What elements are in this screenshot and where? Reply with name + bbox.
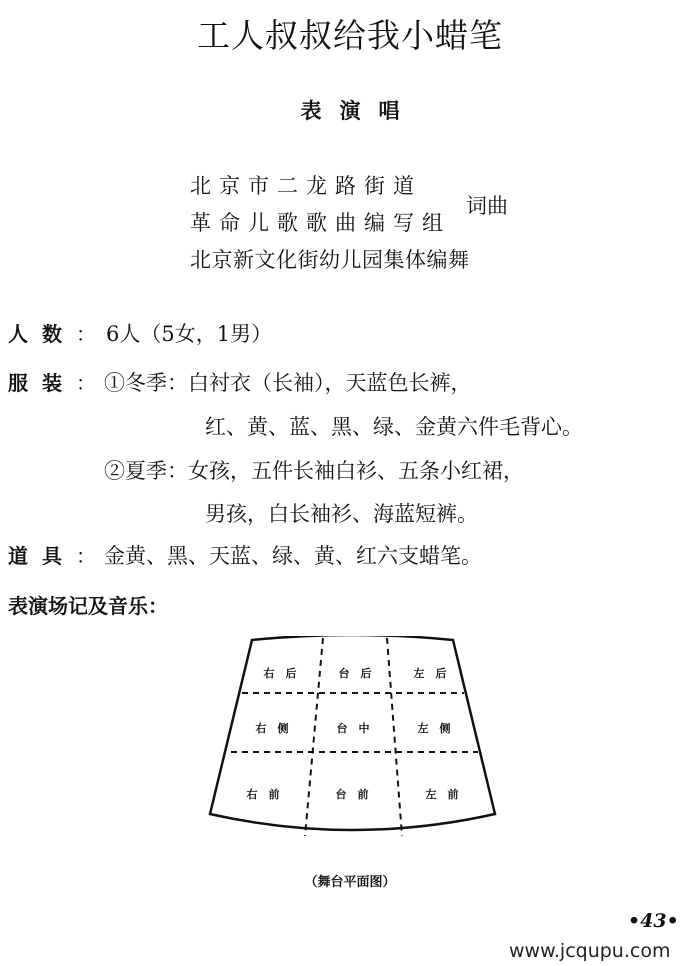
credit-line-3: 北京新文化街幼儿园集体编舞: [190, 248, 470, 272]
people-label: 人数：: [8, 322, 96, 346]
props-value: 金黄、黑、天蓝、绿、黄、红六支蜡笔。: [104, 544, 482, 568]
costume-summer: ②夏季：女孩，五件长袖白衫、五条小红裙，: [104, 459, 524, 483]
stage-cell-back-right: 右 后: [263, 667, 297, 680]
costume-label: 服装：: [8, 371, 96, 395]
performance-type: 表演唱: [300, 98, 418, 123]
stage-plan-caption: （舞台平面图）: [304, 875, 396, 890]
stage-cell-side-right: 右 侧: [255, 722, 289, 735]
stage-cell-center: 台 中: [336, 722, 370, 735]
people-value: 6人（5女，1男）: [106, 322, 273, 346]
credit-line-1: 北京市二龙路街道: [190, 174, 422, 198]
column-divider-left: [387, 638, 402, 836]
stage-cell-side-left: 左 侧: [417, 722, 451, 735]
column-divider-right: [305, 638, 323, 836]
props-label: 道具：: [8, 544, 96, 568]
stage-cell-front-right: 右 前: [246, 788, 280, 801]
stage-cell-back-center: 台 后: [338, 667, 372, 680]
section-heading: 表演场记及音乐：: [8, 594, 168, 618]
song-title: 工人叔叔给我小蜡笔: [197, 16, 503, 55]
stage-cell-front-left: 左 前: [425, 788, 459, 801]
stage-cell-front-center: 台 前: [335, 788, 369, 801]
watermark: www.jcqupu.com: [509, 940, 671, 962]
credit-role: 词曲: [466, 194, 508, 218]
costume-summer-cont: 男孩，白长袖衫、海蓝短裤。: [205, 502, 478, 526]
stage-cell-back-left: 左 后: [413, 667, 447, 680]
credit-line-2: 革命儿歌歌曲编写组: [190, 211, 451, 235]
costume-winter: ①冬季：白衬衣（长袖），天蓝色长裤，: [104, 371, 472, 395]
stage-plan: [205, 636, 500, 852]
costume-winter-cont: 红、黄、蓝、黑、绿、金黄六件毛背心。: [205, 415, 583, 439]
page-number: •43•: [628, 910, 679, 932]
